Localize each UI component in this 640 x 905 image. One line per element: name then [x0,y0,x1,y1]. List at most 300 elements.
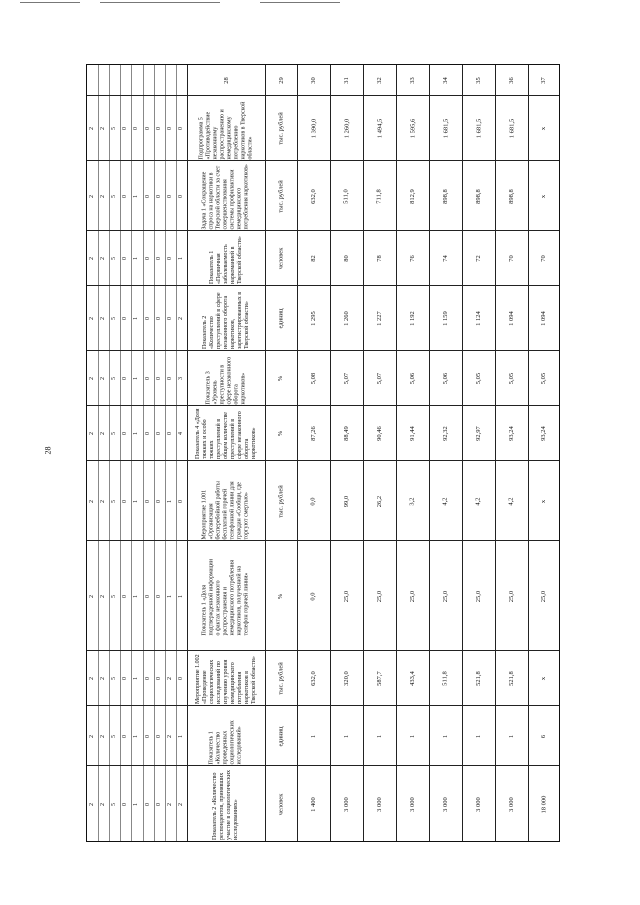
row-value [528,231,559,286]
code-digit-text: 1 [177,594,184,598]
code-digit-text: 0 [166,127,173,130]
row-value-text: 70 [540,255,547,262]
row-value-text: 1 260,0 [343,118,350,139]
code-digit-text: 0 [155,127,162,130]
row-name-text: Показатель 4 «Доля тяжких и особо тяжких преступлений в общем количестве преступлений в сфере незаконного оборота наркотиков» [194,408,257,459]
code-digit-text: 1 [133,257,140,260]
row-value-text: 1 681,5 [442,118,449,139]
row-value-text: 0,0 [310,496,317,506]
row-value [330,231,363,286]
header-col-number-text: 33 [409,76,416,84]
code-digit-text: 2 [89,734,96,738]
code-digit-text: 2 [166,734,173,738]
code-digit [109,96,120,161]
row-value [495,766,528,842]
code-digit [87,651,98,706]
code-digit [87,96,98,161]
scan-artifact-line [260,2,340,3]
row-value-text: 898,8 [508,188,515,204]
code-digit [165,706,176,766]
code-digit [87,461,98,541]
row-value [429,461,462,541]
code-digit-text: 2 [89,677,96,680]
code-digit-text: 0 [166,377,173,380]
row-value [363,161,396,231]
row-value [396,351,429,406]
row-value [396,541,429,651]
code-digit [109,286,120,351]
row-unit-text: тыс. рублей [277,179,285,213]
row-unit-text: человек [277,793,285,815]
row-unit [265,706,297,766]
row-value-text: 1 [475,734,482,738]
row-name [187,541,265,651]
row-unit-text: единиц [277,308,285,329]
code-digit [109,231,120,286]
header-col-number-text: 37 [540,76,547,84]
row-value [363,406,396,461]
code-digit [143,161,154,231]
row-value [363,351,396,406]
row-value [528,286,559,351]
code-digit [120,161,131,231]
header-col-number [396,65,429,95]
code-digit-text: 0 [155,677,162,680]
code-digit [176,651,187,706]
code-digit [165,96,176,161]
budget-table [86,64,560,842]
row-value [396,286,429,351]
row-value-text: 82 [310,255,317,262]
code-digit [109,351,120,406]
row-value [396,96,429,161]
row-value-text: 6 [540,734,547,738]
row-value [297,161,330,231]
code-digit [154,406,165,461]
header-col-number [528,65,559,95]
row-value-text: 5,05 [508,372,515,385]
header-col-number-text: 36 [508,76,515,84]
row-value [495,706,528,766]
row-value-text: 1 681,5 [475,118,482,139]
code-digit [120,651,131,706]
row-value-text: 3 000 [442,796,449,812]
page-number: 28 [43,446,53,455]
code-digit-text: 2 [100,432,107,435]
row-value-text: 5,07 [343,372,350,385]
code-digit-text: 2 [100,317,107,320]
row-value [528,351,559,406]
code-digit [143,351,154,406]
row-value-text: 78 [376,255,383,262]
row-name-text: Показатель 3 «Уровень преступности в сфере незаконного оборота наркотиков» [205,356,246,404]
code-digit-text: 1 [133,734,140,738]
row-name [187,461,265,541]
code-digit-text: 2 [100,802,107,806]
row-value [330,706,363,766]
code-digit [131,351,142,406]
code-digit [98,651,109,706]
row-value [462,286,495,351]
table-row [87,350,559,405]
row-value-text: 25,0 [409,590,416,602]
code-digit [176,351,187,406]
code-digit [176,461,187,541]
code-digit [120,706,131,766]
row-value [462,351,495,406]
row-value-text: 511,8 [441,671,449,686]
code-digit-text: 0 [144,317,151,320]
code-digit-text: 0 [144,499,151,503]
code-digit [154,96,165,161]
table-row [87,160,559,230]
row-value [495,651,528,706]
code-digit [131,96,142,161]
row-value [429,231,462,286]
code-digit-text: 0 [144,377,151,380]
row-value-text: 3 000 [475,796,482,812]
code-digit [98,766,109,842]
code-digit [165,541,176,651]
code-digit [165,161,176,231]
code-digit [87,161,98,231]
row-value-text: 87,26 [310,426,317,441]
row-value-text: 93,24 [540,426,547,441]
row-value [297,706,330,766]
header-col-number-text: 30 [310,76,317,84]
row-value [363,286,396,351]
scan-artifact-line [20,2,80,3]
table-row [87,285,559,350]
row-value-text: 1 094 [540,311,547,326]
row-value [330,406,363,461]
row-value-text: 1 159 [442,311,449,326]
code-digit-text: 2 [89,432,96,435]
code-digit [87,286,98,351]
code-digit-text: 5 [111,194,118,198]
code-digit-text: 0 [155,802,162,806]
code-digit-text: 0 [144,677,151,680]
code-digit [143,231,154,286]
code-digit-text: 1 [177,257,184,260]
code-digit-text: 0 [155,594,162,598]
code-digit [109,161,120,231]
code-digit [154,706,165,766]
code-digit-text: 0 [122,734,129,738]
row-value-text: 511,0 [342,188,350,204]
code-digit [120,766,131,842]
row-value-text: 320,0 [343,671,350,686]
row-value-text: 25,0 [475,590,482,602]
row-value [462,766,495,842]
row-value [495,351,528,406]
code-digit-text: 0 [166,257,173,260]
header-col-number-text: 34 [442,76,449,84]
row-value-text: х [540,194,547,198]
code-digit [131,766,142,842]
code-digit [87,766,98,842]
table-row [87,650,559,705]
code-digit-text: 0 [133,127,140,130]
row-value-text: 5,05 [540,372,547,385]
code-digit-text: 4 [177,432,184,435]
code-digit-text: 2 [89,377,96,380]
code-digit [176,96,187,161]
row-unit-text: человек [277,247,285,270]
code-digit [98,96,109,161]
code-digit-text: 0 [166,194,173,198]
row-value [330,766,363,842]
row-value [396,461,429,541]
row-name [187,406,265,461]
row-name-text: Мероприятие 1.002 «Проведение социологических исследований по изучению уровня немедицинского потребления наркотиков в Тверской области» [194,654,257,704]
row-value-text: 25,0 [442,590,449,602]
table-row [87,540,559,650]
code-digit-text: 0 [177,127,184,130]
code-digit [165,651,176,706]
code-digit [143,541,154,651]
code-digit-text: 5 [111,127,118,130]
code-digit [176,231,187,286]
row-value-text: 521,8 [475,671,482,686]
row-value [462,406,495,461]
code-digit [131,706,142,766]
row-name [187,766,265,842]
row-value [297,461,330,541]
code-digit [120,231,131,286]
code-digit-text: 0 [177,677,184,680]
code-digit-text: 5 [111,802,118,806]
row-value-text: 1 681,5 [508,118,515,139]
code-digit-text: 2 [89,127,96,130]
code-digit [131,541,142,651]
row-value-text: 4,2 [442,496,449,506]
row-unit [265,231,297,286]
header-col-number [462,65,495,95]
row-value [429,541,462,651]
code-digit-text: 3 [177,377,184,380]
code-digit-text: 2 [89,317,96,320]
row-value-text: 3 000 [343,796,350,812]
code-digit [98,406,109,461]
code-digit-text: 5 [111,499,118,503]
code-digit [87,706,98,766]
row-value [495,461,528,541]
code-digit-text: 2 [89,257,96,260]
code-digit [109,651,120,706]
row-value [528,461,559,541]
code-digit [143,766,154,842]
code-digit-text: 1 [133,499,140,503]
row-value-text: 80 [343,255,350,262]
row-value-text: 18 000 [540,795,547,813]
row-value-text: 1 494,5 [376,118,383,139]
code-digit [176,541,187,651]
code-digit [143,461,154,541]
row-value [495,231,528,286]
row-name-text: Мероприятие 1.001 «Организация бесперебойной работы бесплатной горячей телефонной линии для граждан «Сообщи, где торгуют смертью» [201,480,250,539]
code-digit-text: 0 [144,734,151,738]
table-row [87,230,559,285]
code-digit-text: 0 [155,317,162,320]
row-value-text: 5,08 [310,372,317,385]
header-col-number-text: 28 [222,76,230,84]
row-name-text: Задача 1 «Сокращение спроса на наркотики в Тверской области за счет совершенствования системы профилактики немедицинского потребления наркотиков» [201,163,250,229]
row-unit [265,651,297,706]
row-value-text: 1 390,0 [310,118,317,139]
row-name [187,351,265,406]
row-value [528,706,559,766]
code-digit [131,406,142,461]
row-value-text: 5,06 [442,372,449,385]
row-value-text: 1 [442,734,449,738]
row-value [528,651,559,706]
code-digit [109,541,120,651]
row-value-text: 25,0 [508,590,515,602]
row-value-text: 88,49 [343,426,350,441]
code-digit-text: 2 [100,377,107,380]
code-digit [143,406,154,461]
row-unit [265,351,297,406]
row-value [297,286,330,351]
code-digit-text: 0 [155,499,162,503]
row-value-text: 25,0 [343,590,350,602]
code-digit-text: 5 [111,677,118,680]
code-digit-text: 0 [144,127,151,130]
row-value [429,286,462,351]
row-value-text: 4,2 [508,496,515,506]
row-name [187,651,265,706]
row-value [363,541,396,651]
row-unit-text: % [277,593,285,599]
code-digit [98,706,109,766]
row-value-text: 1 227 [376,311,383,326]
code-digit [154,351,165,406]
row-value [330,161,363,231]
code-digit-text: 2 [100,127,107,130]
row-value [495,541,528,651]
row-value-text: 92,32 [442,426,449,441]
code-digit-text: 0 [122,257,129,260]
row-value-text: 1 295 [310,311,317,326]
code-digit-text: 1 [133,432,140,435]
row-name [187,231,265,286]
row-value-text: 3 000 [376,796,383,812]
row-unit-text: единиц [277,725,285,747]
row-value-text: х [540,126,547,131]
row-value [462,161,495,231]
code-digit-text: 2 [89,594,96,598]
table-row [87,460,559,540]
row-value [528,96,559,161]
code-digit-text: 0 [122,594,129,598]
row-unit-text: % [277,430,285,437]
row-value [462,231,495,286]
row-value [330,96,363,161]
row-value-text: 632,0 [310,188,317,204]
row-name [187,286,265,351]
code-digit-text: 1 [133,377,140,380]
row-unit [265,406,297,461]
code-digit [109,766,120,842]
code-digit [165,286,176,351]
header-col-number-text: 32 [376,76,383,84]
code-digit-text: 1 [166,594,173,598]
header-col-number [297,65,330,95]
code-digit-text: 0 [122,432,129,435]
code-digit-text: 2 [100,257,107,260]
row-value-text: 1 192 [409,311,416,326]
row-value-text: 3 000 [409,796,416,812]
code-digit-text: 0 [155,377,162,380]
code-digit [176,406,187,461]
code-digit [87,541,98,651]
row-value [495,161,528,231]
code-digit-text: 0 [122,317,129,320]
code-digit [131,651,142,706]
code-digit-text: 2 [89,802,96,806]
row-value [495,96,528,161]
code-digit [87,406,98,461]
code-digit [120,406,131,461]
row-value [297,231,330,286]
row-value [429,351,462,406]
code-digit-text: 0 [122,499,129,503]
row-value-text: 1 260 [343,311,350,326]
row-value [330,461,363,541]
row-unit-text: тыс. рублей [277,112,285,145]
code-digit [165,461,176,541]
row-unit [265,461,297,541]
row-value-text: 74 [442,255,449,262]
row-value [429,706,462,766]
code-digit-text: 0 [166,317,173,320]
code-digit [165,406,176,461]
row-value [297,406,330,461]
header-col-number-text: 31 [343,76,350,84]
header-col-number [187,65,265,95]
code-digit [120,286,131,351]
header-col-number [330,65,363,95]
row-value [297,651,330,706]
header-col-number [495,65,528,95]
row-name-text: Показатель 2 «Количество преступлений в сфере незаконного оборота наркотиков, зарегистрированных в Тверской области» [201,291,250,349]
code-digit-text: 0 [122,677,129,680]
row-name [187,96,265,161]
code-digit-text: 2 [177,317,184,320]
code-digit [176,161,187,231]
code-digit [143,706,154,766]
code-digit-text: 2 [100,594,107,598]
row-value-text: х [540,676,547,681]
row-value-text: 76 [409,255,416,262]
row-unit-text: % [277,375,285,382]
row-value-text: 898,8 [475,188,482,204]
code-digit-text: 1 [177,734,184,738]
row-value [429,96,462,161]
row-value-text: 1 094 [508,311,515,326]
row-value-text: 711,8 [375,188,383,204]
code-digit [131,286,142,351]
row-unit [265,766,297,842]
row-value [396,231,429,286]
table-row [87,95,559,160]
code-digit [154,231,165,286]
row-value [363,231,396,286]
row-value-text: 632,0 [310,671,317,686]
code-digit [154,286,165,351]
code-digit-text: 0 [144,194,151,198]
